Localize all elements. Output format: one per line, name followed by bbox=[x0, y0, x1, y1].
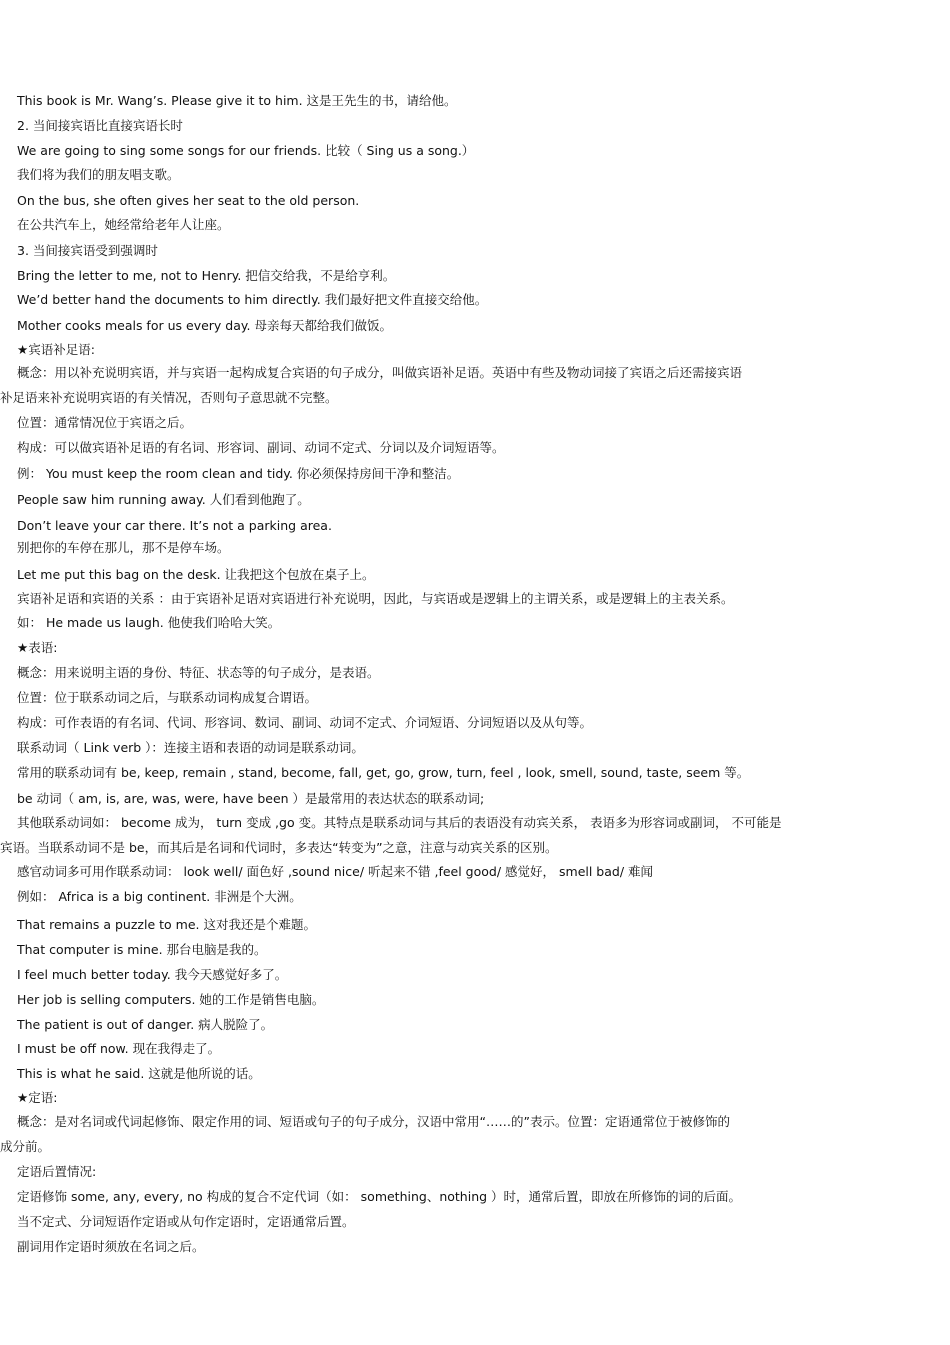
text-line: We are going to sing some songs for our friends. 比较（ Sing us a song.） bbox=[17, 143, 475, 158]
text-line: be 动词（ am, is, are, was, were, have been ）是最常用的表达状态的联系动词; bbox=[17, 791, 485, 806]
text-line: 补足语来补充说明宾语的有关情况，否则句子意思就不完整。 bbox=[0, 390, 338, 405]
text-line: 例如： Africa is a big continent. 非洲是个大洲。 bbox=[17, 889, 302, 904]
text-line: 宾语补足语和宾语的关系 ：由于宾语补足语对宾语进行补充说明，因此，与宾语或是逻辑上的主谓关系，或是逻辑上的主表关系。 bbox=[17, 591, 734, 606]
text-line: Don’t leave your car there. It’s not a parking area. bbox=[17, 518, 332, 533]
text-line: 常用的联系动词有 be, keep, remain , stand, become, fall, get, go, grow, turn, feel , look, smell, sound, taste, seem 等。 bbox=[17, 765, 750, 780]
text-line: 3. 当间接宾语受到强调时 bbox=[17, 243, 158, 258]
text-line: This book is Mr. Wang’s. Please give it to him. 这是王先生的书，请给他。 bbox=[17, 93, 457, 108]
text-line: This is what he said. 这就是他所说的话。 bbox=[17, 1066, 261, 1081]
text-line: 位置：位于联系动词之后，与联系动词构成复合谓语。 bbox=[17, 690, 318, 705]
text-line: 副词用作定语时须放在名词之后。 bbox=[17, 1239, 205, 1254]
section-heading: ★表语: bbox=[17, 640, 58, 655]
text-line: Bring the letter to me, not to Henry. 把信交给我，不是给亨利。 bbox=[17, 268, 396, 283]
text-line: 定语修饰 some, any, every, no 构成的复合不定代词（如： something、nothing ）时，通常后置，即放在所修饰的词的后面。 bbox=[17, 1189, 742, 1204]
text-line: 联系动词（ Link verb ）：连接主语和表语的动词是联系动词。 bbox=[17, 740, 364, 755]
text-line: That computer is mine. 那台电脑是我的。 bbox=[17, 942, 267, 957]
text-line: 2. 当间接宾语比直接宾语长时 bbox=[17, 118, 183, 133]
text-line: 别把你的车停在那儿，那不是停车场。 bbox=[17, 540, 230, 555]
text-line: I must be off now. 现在我得走了。 bbox=[17, 1041, 221, 1056]
section-heading: ★定语: bbox=[17, 1090, 58, 1105]
text-line: 成分前。 bbox=[0, 1139, 51, 1154]
text-line: 如： He made us laugh. 他使我们哈哈大笑。 bbox=[17, 615, 281, 630]
text-line: 感官动词多可用作联系动词： look well/ 面色好 ,sound nice/ 听起来不错 ,feel good/ 感觉好， smell bad/ 难闻 bbox=[17, 864, 654, 879]
text-line: On the bus, she often gives her seat to the old person. bbox=[17, 193, 360, 208]
text-line: 其他联系动词如： become 成为， turn 变成 ,go 变。其特点是联系动词与其后的表语没有动宾关系， 表语多为形容词或副词， 不可能是 bbox=[17, 815, 782, 830]
text-line: I feel much better today. 我今天感觉好多了。 bbox=[17, 967, 288, 982]
text-line: That remains a puzzle to me. 这对我还是个难题。 bbox=[17, 917, 316, 932]
text-line: 我们将为我们的朋友唱支歌。 bbox=[17, 167, 180, 182]
text-line: We’d better hand the documents to him directly. 我们最好把文件直接交给他。 bbox=[17, 292, 488, 307]
section-heading: ★宾语补足语: bbox=[17, 342, 95, 357]
text-line: The patient is out of danger. 病人脱险了。 bbox=[17, 1017, 274, 1032]
text-line: 概念：用来说明主语的身份、特征、状态等的句子成分，是表语。 bbox=[17, 665, 380, 680]
text-line: 位置：通常情况位于宾语之后。 bbox=[17, 415, 193, 430]
text-line: 概念：是对名词或代词起修饰、限定作用的词、短语或句子的句子成分，汉语中常用“……的”表示。位置：定语通常位于被修饰的 bbox=[17, 1114, 730, 1129]
text-line: Mother cooks meals for us every day. 母亲每天都给我们做饭。 bbox=[17, 318, 392, 333]
text-line: 概念：用以补充说明宾语，并与宾语一起构成复合宾语的句子成分，叫做宾语补足语。英语中有些及物动词接了宾语之后还需接宾语 bbox=[17, 365, 743, 380]
text-line: Her job is selling computers. 她的工作是销售电脑。 bbox=[17, 992, 325, 1007]
text-line: 构成：可作表语的有名词、代词、形容词、数词、副词、动词不定式、介词短语、分词短语以及从句等。 bbox=[17, 715, 593, 730]
text-line: 当不定式、分词短语作定语或从句作定语时，定语通常后置。 bbox=[17, 1214, 355, 1229]
text-line: 宾语。当联系动词不是 be，而其后是名词和代词时，多表达“转变为”之意，注意与动宾关系的区别。 bbox=[0, 840, 558, 855]
text-line: 例： You must keep the room clean and tidy. 你必须保持房间干净和整洁。 bbox=[17, 466, 460, 481]
text-line: People saw him running away. 人们看到他跑了。 bbox=[17, 492, 310, 507]
text-line: 构成：可以做宾语补足语的有名词、形容词、副词、动词不定式、分词以及介词短语等。 bbox=[17, 440, 505, 455]
text-line: Let me put this bag on the desk. 让我把这个包放在桌子上。 bbox=[17, 567, 375, 582]
text-line: 在公共汽车上，她经常给老年人让座。 bbox=[17, 217, 230, 232]
text-line: 定语后置情况: bbox=[17, 1164, 97, 1179]
